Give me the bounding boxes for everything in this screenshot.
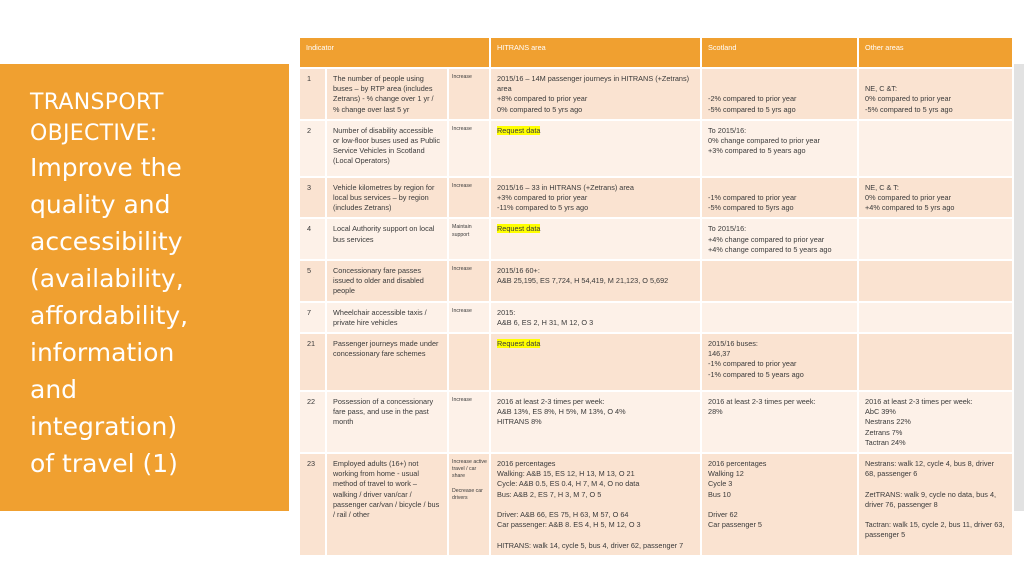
cell-line: Walking: A&B 15, ES 12, H 13, M 13, O 21	[497, 469, 635, 479]
other-areas-cell	[858, 177, 1013, 219]
indicator-table	[300, 38, 1014, 557]
other-areas-cell	[858, 333, 1013, 391]
indicator-description: Number of disability accessible or low-floor buses used as Public Service Vehicles in Scotland (Local Operators)	[326, 120, 448, 177]
cell-line: 0% compared to prior year	[865, 193, 952, 203]
cell-line: 2015:	[497, 307, 516, 317]
target-direction: Increase	[448, 260, 490, 302]
request-data-highlight: Request data	[497, 339, 541, 349]
cell-line: Driver 62	[708, 510, 738, 520]
scotland-cell	[701, 177, 858, 219]
scotland-cell	[701, 218, 858, 260]
indicator-description: The number of people using buses – by RTP area (includes Zetrans) - % change over 1 yr / % change over last 5 yr	[326, 68, 448, 120]
scotland-cell	[701, 333, 858, 391]
cell-line	[497, 500, 694, 510]
row-number: 3	[300, 177, 326, 219]
cell-line: 0% change compared to prior year	[708, 136, 820, 146]
cell-line: -5% compared to 5 yrs ago	[708, 104, 796, 114]
cell-line: Cycle 3	[708, 479, 733, 489]
cell-line	[497, 530, 694, 540]
cell-line: +3% compared to 5 years ago	[708, 146, 806, 156]
cell-line	[708, 183, 851, 193]
hitrans-cell	[490, 391, 701, 453]
cell-line: 2016 percentages	[708, 459, 767, 469]
header-hitrans: HITRANS area	[490, 38, 701, 68]
cell-line: 146,37	[708, 349, 731, 359]
hitrans-cell	[490, 302, 701, 333]
cell-line: NE, C &T:	[865, 84, 898, 94]
cell-line: -11% compared to 5 yrs ago	[497, 203, 589, 213]
cell-line: Bus: A&B 2, ES 7, H 3, M 7, O 5	[497, 489, 602, 499]
title-line-8: information	[30, 338, 175, 367]
row-number: 4	[300, 218, 326, 260]
row-number: 7	[300, 302, 326, 333]
hitrans-cell	[490, 177, 701, 219]
row-number: 1	[300, 68, 326, 120]
table-row	[300, 218, 1013, 260]
cell-line: -1% compared to prior year	[708, 359, 797, 369]
title-line-9: and	[30, 375, 78, 404]
cell-line: Walking 12	[708, 469, 744, 479]
cell-line: +4% compared to 5 yrs ago	[865, 203, 955, 213]
hitrans-cell	[490, 333, 701, 391]
scotland-cell	[701, 302, 858, 333]
cell-line: +4% change compared to 5 years ago	[708, 244, 832, 254]
hitrans-cell	[490, 120, 701, 177]
table-row	[300, 120, 1013, 177]
cell-line: 2016 at least 2-3 times per week:	[497, 397, 605, 407]
target-direction: Maintain support	[448, 218, 490, 260]
row-number: 21	[300, 333, 326, 391]
cell-line	[708, 74, 851, 84]
cell-line: -5% compared to 5yrs ago	[708, 203, 794, 213]
cell-line: +4% change compared to prior year	[708, 234, 825, 244]
title-line-5: accessibility	[30, 227, 183, 256]
cell-line	[865, 510, 1006, 520]
cell-line: 0% compared to 5 yrs ago	[497, 104, 583, 114]
scotland-cell	[701, 68, 858, 120]
other-areas-cell	[858, 218, 1013, 260]
cell-line: A&B 13%, ES 8%, H 5%, M 13%, O 4%	[497, 407, 626, 417]
slide-title	[30, 87, 280, 482]
indicator-description: Local Authority support on local bus services	[326, 218, 448, 260]
title-line-10: integration)	[30, 412, 178, 441]
other-areas-cell	[858, 260, 1013, 302]
target-direction: Increase	[448, 302, 490, 333]
cell-line: AbC 39%	[865, 407, 896, 417]
cell-line	[865, 479, 1006, 489]
request-data-highlight: Request data	[497, 125, 541, 135]
row-number: 2	[300, 120, 326, 177]
request-data-highlight: Request data	[497, 224, 541, 234]
table-row	[300, 391, 1013, 453]
cell-line: To 2015/16:	[708, 224, 747, 234]
cell-line: +8% compared to prior year	[497, 94, 588, 104]
target-direction: Increase	[448, 177, 490, 219]
title-line-2: OBJECTIVE:	[30, 121, 158, 146]
cell-line: Car passenger: A&B 8. ES 4, H 5, M 12, O 3	[497, 520, 641, 530]
cell-line: 2015/16 – 14M passenger journeys in HITRANS (+Zetrans) area	[497, 74, 692, 94]
cell-line: Bus 10	[708, 489, 731, 499]
title-line-11: of travel (1)	[30, 449, 178, 478]
row-number: 23	[300, 453, 326, 556]
hitrans-cell	[490, 260, 701, 302]
cell-line: 28%	[708, 407, 723, 417]
cell-line: Zetrans 7%	[865, 427, 903, 437]
cell-line: Cycle: A&B 0.5, ES 0.4, H 7, M 4, O no data	[497, 479, 640, 489]
other-areas-cell	[858, 120, 1013, 177]
other-areas-cell	[858, 391, 1013, 453]
row-number: 22	[300, 391, 326, 453]
cell-line: -1% compared to 5 years ago	[708, 369, 804, 379]
cell-line: NE, C & T:	[865, 182, 899, 192]
table-header-row	[300, 38, 1013, 68]
cell-line: To 2015/16:	[708, 125, 747, 135]
title-line-6: (availability,	[30, 264, 184, 293]
cell-line: 2015/16 – 33 in HITRANS (+Zetrans) area	[497, 182, 634, 192]
indicator-description: Possession of a concessionary fare pass, and use in the past month	[326, 391, 448, 453]
indicator-description: Employed adults (16+) not working from home - usual method of travel to work – walking / driver van/car / passenger car/van / bicycle / bus / rail / other	[326, 453, 448, 556]
table-row	[300, 333, 1013, 391]
header-indicator: Indicator	[300, 38, 490, 68]
table-row	[300, 177, 1013, 219]
table-row	[300, 453, 1013, 556]
title-line-3: Improve the	[30, 153, 182, 182]
target-direction: Increase active travel / car share Decrease car drivers	[448, 453, 490, 556]
cell-line: 2015/16 buses:	[708, 339, 758, 349]
cell-line: -5% compared to 5 yrs ago	[865, 104, 953, 114]
scotland-cell	[701, 391, 858, 453]
title-line-7: affordability,	[30, 301, 189, 330]
other-areas-cell	[858, 68, 1013, 120]
cell-line: Nestrans: walk 12, cycle 4, bus 8, driver 68, passenger 6	[865, 459, 997, 479]
target-direction: Increase	[448, 120, 490, 177]
scotland-cell	[701, 260, 858, 302]
cell-line: +3% compared to prior year	[497, 193, 588, 203]
cell-line: A&B 6, ES 2, H 31, M 12, O 3	[497, 317, 594, 327]
cell-line: A&B 25,195, ES 7,724, H 54,419, M 21,123, O 5,692	[497, 276, 669, 286]
title-line-4: quality and	[30, 190, 171, 219]
indicator-description: Vehicle kilometres by region for local bus services – by region (includes Zetrans)	[326, 177, 448, 219]
cell-line: Car passenger 5	[708, 520, 762, 530]
cell-line: 2016 percentages	[497, 459, 556, 469]
hitrans-cell	[490, 68, 701, 120]
cell-line: Driver: A&B 66, ES 75, H 63, M 57, O 64	[497, 510, 629, 520]
scotland-cell	[701, 453, 858, 556]
other-areas-cell	[858, 453, 1013, 556]
target-direction: Increase	[448, 68, 490, 120]
cell-line: Tactran: walk 15, cycle 2, bus 11, driver 63, passenger 5	[865, 520, 1007, 540]
cell-line: HITRANS 8%	[497, 417, 542, 427]
cell-line: HITRANS: walk 14, cycle 5, bus 4, driver 62, passenger 7	[497, 540, 684, 550]
table-body	[300, 68, 1013, 556]
cell-line: -1% compared to prior year	[708, 193, 797, 202]
hitrans-cell	[490, 218, 701, 260]
target-direction: Increase	[448, 391, 490, 453]
table-row	[300, 68, 1013, 120]
hitrans-cell	[490, 453, 701, 556]
table-row	[300, 260, 1013, 302]
cell-line: 0% compared to prior year	[865, 94, 952, 104]
right-edge-shade	[1014, 64, 1024, 511]
cell-line: Tactran 24%	[865, 437, 906, 447]
indicator-description: Passenger journeys made under concessionary fare schemes	[326, 333, 448, 391]
cell-line: Nestrans 22%	[865, 417, 911, 427]
title-line-1: TRANSPORT	[30, 90, 164, 115]
cell-line	[708, 84, 851, 94]
target-direction	[448, 333, 490, 391]
cell-line: 2015/16 60+:	[497, 266, 540, 276]
indicator-description: Wheelchair accessible taxis / private hire vehicles	[326, 302, 448, 333]
cell-line: 2016 at least 2-3 times per week:	[708, 397, 816, 407]
row-number: 5	[300, 260, 326, 302]
indicator-description: Concessionary fare passes issued to older and disabled people	[326, 260, 448, 302]
scotland-cell	[701, 120, 858, 177]
cell-line: 2016 at least 2-3 times per week:	[865, 397, 973, 407]
header-scotland: Scotland	[701, 38, 858, 68]
cell-line	[865, 74, 1006, 84]
cell-line: -2% compared to prior year	[708, 94, 797, 104]
cell-line	[708, 500, 851, 510]
cell-line: ZetTRANS: walk 9, cycle no data, bus 4, driver 76, passenger 8	[865, 489, 999, 509]
other-areas-cell	[858, 302, 1013, 333]
table-row	[300, 302, 1013, 333]
header-other-areas: Other areas	[858, 38, 1013, 68]
